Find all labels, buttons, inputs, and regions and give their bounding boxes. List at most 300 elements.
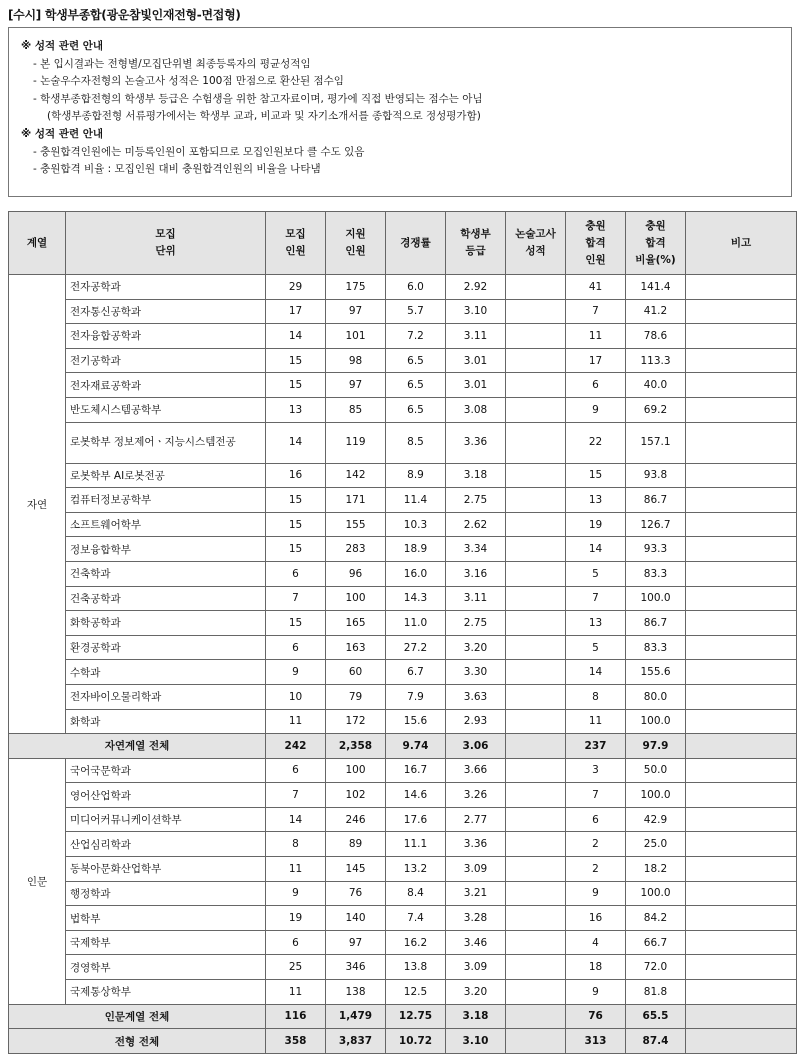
admit-cell: 14 — [566, 537, 626, 562]
grade-cell: 3.01 — [446, 348, 506, 373]
subtotal-grade-cell: 3.06 — [446, 734, 506, 759]
essay-cell — [506, 930, 566, 955]
subtotal-apply-cell: 2,358 — [326, 734, 386, 759]
subtotal-label: 자연계열 전체 — [9, 734, 266, 759]
unit-cell: 산업심리학과 — [66, 832, 266, 857]
recruit-cell: 15 — [266, 348, 326, 373]
recruit-cell: 19 — [266, 906, 326, 931]
ratio-cell: 18.9 — [386, 537, 446, 562]
note-cell — [686, 397, 797, 422]
grand-total-label: 전형 전체 — [9, 1029, 266, 1054]
apply-cell: 76 — [326, 881, 386, 906]
ratio-cell: 11.0 — [386, 611, 446, 636]
recruit-cell: 14 — [266, 807, 326, 832]
admit-cell: 7 — [566, 783, 626, 808]
apply-cell: 79 — [326, 684, 386, 709]
col-header-unit: 모집 단위 — [66, 212, 266, 275]
unit-cell: 건축공학과 — [66, 586, 266, 611]
col-header-ratio: 경쟁률 — [386, 212, 446, 275]
table-row — [9, 807, 797, 832]
total-note-cell — [686, 1029, 797, 1054]
grade-cell: 3.16 — [446, 561, 506, 586]
table-row — [9, 709, 797, 734]
apply-cell: 155 — [326, 512, 386, 537]
essay-cell — [506, 299, 566, 324]
essay-cell — [506, 512, 566, 537]
subtotal-admit-rate-cell: 65.5 — [626, 1004, 686, 1029]
total-admit-cell: 313 — [566, 1029, 626, 1054]
note-cell — [686, 684, 797, 709]
essay-cell — [506, 684, 566, 709]
grade-cell: 3.20 — [446, 635, 506, 660]
note-cell — [686, 635, 797, 660]
ratio-cell: 7.4 — [386, 906, 446, 931]
essay-cell — [506, 463, 566, 488]
subtotal-essay-cell — [506, 1004, 566, 1029]
col-header-admit: 충원 합격 인원 — [566, 212, 626, 275]
table-row — [9, 324, 797, 349]
unit-cell: 소프트웨어학부 — [66, 512, 266, 537]
page-title: [수시] 학생부종합(광운참빛인재전형-면접형) — [8, 8, 241, 22]
grade-notice-item: - 논술우수자전형의 논술고사 성적은 100점 만점으로 환산된 점수임 — [33, 75, 344, 88]
recruit-cell: 11 — [266, 709, 326, 734]
table-row — [9, 397, 797, 422]
admit-cell: 7 — [566, 299, 626, 324]
unit-cell: 전자재료공학과 — [66, 373, 266, 398]
admit-cell: 19 — [566, 512, 626, 537]
subtotal-recruit-cell: 116 — [266, 1004, 326, 1029]
essay-cell — [506, 857, 566, 882]
unit-cell: 전자바이오물리학과 — [66, 684, 266, 709]
grade-cell: 3.21 — [446, 881, 506, 906]
admit-rate-cell: 81.8 — [626, 980, 686, 1005]
admit-rate-cell: 69.2 — [626, 397, 686, 422]
unit-cell: 건축학과 — [66, 561, 266, 586]
note-cell — [686, 488, 797, 513]
unit-cell: 전기공학과 — [66, 348, 266, 373]
admit-cell: 2 — [566, 832, 626, 857]
apply-cell: 60 — [326, 660, 386, 685]
admit-cell: 9 — [566, 980, 626, 1005]
recruit-cell: 11 — [266, 980, 326, 1005]
note-cell — [686, 611, 797, 636]
unit-cell: 로봇학부 정보제어ㆍ지능시스템전공 — [66, 422, 266, 463]
unit-cell: 경영학부 — [66, 955, 266, 980]
unit-cell: 전자공학과 — [66, 275, 266, 300]
admit-cell: 2 — [566, 857, 626, 882]
admit-rate-cell: 93.8 — [626, 463, 686, 488]
admit-cell: 11 — [566, 324, 626, 349]
notice-box — [8, 27, 792, 197]
subtotal-row — [9, 734, 797, 759]
subtotal-apply-cell: 1,479 — [326, 1004, 386, 1029]
apply-cell: 96 — [326, 561, 386, 586]
unit-cell: 반도체시스템공학부 — [66, 397, 266, 422]
ratio-cell: 13.2 — [386, 857, 446, 882]
apply-cell: 97 — [326, 373, 386, 398]
ratio-cell: 10.3 — [386, 512, 446, 537]
admit-rate-cell: 66.7 — [626, 930, 686, 955]
grade-cell: 3.34 — [446, 537, 506, 562]
essay-cell — [506, 906, 566, 931]
note-cell — [686, 832, 797, 857]
admit-rate-cell: 50.0 — [626, 758, 686, 783]
apply-cell: 171 — [326, 488, 386, 513]
apply-cell: 100 — [326, 586, 386, 611]
track-group-cell: 자연 — [9, 275, 66, 734]
essay-cell — [506, 611, 566, 636]
grade-cell: 2.92 — [446, 275, 506, 300]
table-row — [9, 660, 797, 685]
table-row — [9, 930, 797, 955]
table-row — [9, 980, 797, 1005]
grade-cell: 2.62 — [446, 512, 506, 537]
grade-cell: 3.63 — [446, 684, 506, 709]
unit-cell: 국어국문학과 — [66, 758, 266, 783]
grade-cell: 3.18 — [446, 463, 506, 488]
grade-cell: 3.11 — [446, 586, 506, 611]
ratio-cell: 12.5 — [386, 980, 446, 1005]
apply-cell: 98 — [326, 348, 386, 373]
apply-cell: 119 — [326, 422, 386, 463]
admit-rate-cell: 93.3 — [626, 537, 686, 562]
unit-cell: 화학과 — [66, 709, 266, 734]
unit-cell: 수학과 — [66, 660, 266, 685]
grade-cell: 3.46 — [446, 930, 506, 955]
admit-cell: 16 — [566, 906, 626, 931]
note-cell — [686, 906, 797, 931]
unit-cell: 법학부 — [66, 906, 266, 931]
table-body — [9, 275, 797, 1054]
essay-cell — [506, 373, 566, 398]
grade-cell: 3.36 — [446, 832, 506, 857]
grade-cell: 3.66 — [446, 758, 506, 783]
apply-cell: 101 — [326, 324, 386, 349]
note-cell — [686, 857, 797, 882]
grade-cell: 3.30 — [446, 660, 506, 685]
admit-rate-cell: 40.0 — [626, 373, 686, 398]
essay-cell — [506, 832, 566, 857]
grade-cell: 3.09 — [446, 955, 506, 980]
subtotal-grade-cell: 3.18 — [446, 1004, 506, 1029]
note-cell — [686, 807, 797, 832]
unit-cell: 컴퓨터정보공학부 — [66, 488, 266, 513]
admit-cell: 13 — [566, 488, 626, 513]
note-cell — [686, 324, 797, 349]
grade-notice-item: - 본 입시결과는 전형별/모집단위별 최종등록자의 평균성적임 — [33, 57, 311, 70]
table-row — [9, 857, 797, 882]
note-cell — [686, 881, 797, 906]
apply-cell: 85 — [326, 397, 386, 422]
admit-rate-cell: 86.7 — [626, 488, 686, 513]
note-cell — [686, 537, 797, 562]
essay-cell — [506, 422, 566, 463]
subtotal-essay-cell — [506, 734, 566, 759]
table-row — [9, 299, 797, 324]
essay-cell — [506, 348, 566, 373]
admit-cell: 15 — [566, 463, 626, 488]
table-row — [9, 684, 797, 709]
table-row — [9, 611, 797, 636]
apply-cell: 165 — [326, 611, 386, 636]
essay-cell — [506, 275, 566, 300]
admit-cell: 41 — [566, 275, 626, 300]
recruit-cell: 14 — [266, 422, 326, 463]
ratio-cell: 6.5 — [386, 397, 446, 422]
subtotal-recruit-cell: 242 — [266, 734, 326, 759]
ratio-cell: 8.5 — [386, 422, 446, 463]
apply-cell: 102 — [326, 783, 386, 808]
total-apply-cell: 3,837 — [326, 1029, 386, 1054]
ratio-cell: 16.7 — [386, 758, 446, 783]
recruit-cell: 6 — [266, 930, 326, 955]
recruit-cell: 6 — [266, 635, 326, 660]
unit-cell: 전자융합공학과 — [66, 324, 266, 349]
note-cell — [686, 930, 797, 955]
note-cell — [686, 709, 797, 734]
table-row — [9, 881, 797, 906]
essay-cell — [506, 709, 566, 734]
note-cell — [686, 586, 797, 611]
admit-rate-cell: 80.0 — [626, 684, 686, 709]
admit-cell: 13 — [566, 611, 626, 636]
recruit-cell: 15 — [266, 512, 326, 537]
col-header-grade: 학생부 등급 — [446, 212, 506, 275]
table-header-row — [9, 212, 797, 275]
admit-cell: 6 — [566, 807, 626, 832]
apply-cell: 175 — [326, 275, 386, 300]
subtotal-admit-cell: 237 — [566, 734, 626, 759]
admit-rate-cell: 41.2 — [626, 299, 686, 324]
note-cell — [686, 561, 797, 586]
unit-cell: 국제통상학부 — [66, 980, 266, 1005]
admit-rate-cell: 155.6 — [626, 660, 686, 685]
table-row — [9, 586, 797, 611]
apply-cell: 89 — [326, 832, 386, 857]
essay-cell — [506, 807, 566, 832]
col-header-admit-rate: 충원 합격 비율(%) — [626, 212, 686, 275]
col-header-apply: 지원 인원 — [326, 212, 386, 275]
ratio-cell: 27.2 — [386, 635, 446, 660]
essay-cell — [506, 488, 566, 513]
recruit-cell: 15 — [266, 611, 326, 636]
ratio-cell: 16.2 — [386, 930, 446, 955]
grand-total-row — [9, 1029, 797, 1054]
recruit-cell: 7 — [266, 783, 326, 808]
apply-cell: 172 — [326, 709, 386, 734]
table-row — [9, 373, 797, 398]
recruit-cell: 10 — [266, 684, 326, 709]
col-header-recruit: 모집 인원 — [266, 212, 326, 275]
admit-rate-cell: 100.0 — [626, 586, 686, 611]
recruit-cell: 17 — [266, 299, 326, 324]
ratio-cell: 17.6 — [386, 807, 446, 832]
ratio-cell: 11.4 — [386, 488, 446, 513]
grade-cell: 3.20 — [446, 980, 506, 1005]
admission-results-table — [8, 211, 797, 1054]
recruit-cell: 8 — [266, 832, 326, 857]
admit-cell: 11 — [566, 709, 626, 734]
admit-notice-heading: ※ 성적 관련 안내 — [21, 127, 104, 140]
col-header-note: 비고 — [686, 212, 797, 275]
admit-notice-item: - 충원합격 비율 : 모집인원 대비 충원합격인원의 비율을 나타냄 — [33, 163, 321, 176]
ratio-cell: 6.5 — [386, 348, 446, 373]
admit-rate-cell: 100.0 — [626, 709, 686, 734]
apply-cell: 142 — [326, 463, 386, 488]
admit-cell: 5 — [566, 561, 626, 586]
apply-cell: 246 — [326, 807, 386, 832]
admit-rate-cell: 25.0 — [626, 832, 686, 857]
recruit-cell: 13 — [266, 397, 326, 422]
total-admit-rate-cell: 87.4 — [626, 1029, 686, 1054]
ratio-cell: 6.7 — [386, 660, 446, 685]
subtotal-note-cell — [686, 734, 797, 759]
essay-cell — [506, 586, 566, 611]
note-cell — [686, 373, 797, 398]
grade-cell: 3.10 — [446, 299, 506, 324]
unit-cell: 환경공학과 — [66, 635, 266, 660]
admit-rate-cell: 126.7 — [626, 512, 686, 537]
subtotal-note-cell — [686, 1004, 797, 1029]
unit-cell: 정보융합학부 — [66, 537, 266, 562]
table-row — [9, 463, 797, 488]
grade-notice-heading: ※ 성적 관련 안내 — [21, 40, 104, 52]
ratio-cell: 14.6 — [386, 783, 446, 808]
admit-cell: 3 — [566, 758, 626, 783]
apply-cell: 138 — [326, 980, 386, 1005]
col-header-essay: 논술고사 성적 — [506, 212, 566, 275]
note-cell — [686, 783, 797, 808]
total-grade-cell: 3.10 — [446, 1029, 506, 1054]
table-row — [9, 422, 797, 463]
note-cell — [686, 348, 797, 373]
admit-rate-cell: 78.6 — [626, 324, 686, 349]
apply-cell: 97 — [326, 299, 386, 324]
ratio-cell: 14.3 — [386, 586, 446, 611]
apply-cell: 145 — [326, 857, 386, 882]
apply-cell: 346 — [326, 955, 386, 980]
table-row — [9, 832, 797, 857]
recruit-cell: 9 — [266, 881, 326, 906]
essay-cell — [506, 324, 566, 349]
unit-cell: 동북아문화산업학부 — [66, 857, 266, 882]
grade-cell: 2.77 — [446, 807, 506, 832]
recruit-cell: 11 — [266, 857, 326, 882]
admit-cell: 7 — [566, 586, 626, 611]
essay-cell — [506, 881, 566, 906]
grade-cell: 3.09 — [446, 857, 506, 882]
note-cell — [686, 299, 797, 324]
total-ratio-cell: 10.72 — [386, 1029, 446, 1054]
note-cell — [686, 980, 797, 1005]
table-row — [9, 488, 797, 513]
recruit-cell: 16 — [266, 463, 326, 488]
ratio-cell: 8.4 — [386, 881, 446, 906]
note-cell — [686, 955, 797, 980]
apply-cell: 100 — [326, 758, 386, 783]
admit-cell: 5 — [566, 635, 626, 660]
admit-rate-cell: 100.0 — [626, 783, 686, 808]
ratio-cell: 11.1 — [386, 832, 446, 857]
recruit-cell: 14 — [266, 324, 326, 349]
essay-cell — [506, 980, 566, 1005]
recruit-cell: 6 — [266, 561, 326, 586]
admit-rate-cell: 83.3 — [626, 561, 686, 586]
admit-cell: 9 — [566, 397, 626, 422]
grade-cell: 2.93 — [446, 709, 506, 734]
essay-cell — [506, 955, 566, 980]
table-row — [9, 955, 797, 980]
recruit-cell: 29 — [266, 275, 326, 300]
essay-cell — [506, 397, 566, 422]
essay-cell — [506, 783, 566, 808]
admit-cell: 22 — [566, 422, 626, 463]
grade-cell: 3.26 — [446, 783, 506, 808]
admit-cell: 18 — [566, 955, 626, 980]
recruit-cell: 7 — [266, 586, 326, 611]
note-cell — [686, 463, 797, 488]
admit-rate-cell: 86.7 — [626, 611, 686, 636]
essay-cell — [506, 758, 566, 783]
unit-cell: 행정학과 — [66, 881, 266, 906]
unit-cell: 화학공학과 — [66, 611, 266, 636]
table-row — [9, 512, 797, 537]
col-header-track: 계열 — [9, 212, 66, 275]
note-cell — [686, 660, 797, 685]
recruit-cell: 9 — [266, 660, 326, 685]
admit-rate-cell: 157.1 — [626, 422, 686, 463]
total-recruit-cell: 358 — [266, 1029, 326, 1054]
ratio-cell: 8.9 — [386, 463, 446, 488]
unit-cell: 미디어커뮤니케이션학부 — [66, 807, 266, 832]
essay-cell — [506, 537, 566, 562]
essay-cell — [506, 660, 566, 685]
table-row — [9, 906, 797, 931]
ratio-cell: 5.7 — [386, 299, 446, 324]
subtotal-admit-rate-cell: 97.9 — [626, 734, 686, 759]
note-cell — [686, 512, 797, 537]
subtotal-label: 인문계열 전체 — [9, 1004, 266, 1029]
admit-notice-item: - 충원합격인원에는 미등록인원이 포함되므로 모집인원보다 클 수도 있음 — [33, 145, 365, 158]
table-row — [9, 537, 797, 562]
ratio-cell: 6.5 — [386, 373, 446, 398]
apply-cell: 97 — [326, 930, 386, 955]
note-cell — [686, 422, 797, 463]
subtotal-ratio-cell: 12.75 — [386, 1004, 446, 1029]
unit-cell: 국제학부 — [66, 930, 266, 955]
admit-cell: 4 — [566, 930, 626, 955]
admit-rate-cell: 42.9 — [626, 807, 686, 832]
admit-rate-cell: 84.2 — [626, 906, 686, 931]
recruit-cell: 25 — [266, 955, 326, 980]
subtotal-admit-cell: 76 — [566, 1004, 626, 1029]
subtotal-row — [9, 1004, 797, 1029]
grade-cell: 3.11 — [446, 324, 506, 349]
grade-notice-item: - 학생부종합전형의 학생부 등급은 수험생을 위한 참고자료이며, 평가에 직접 반영되는 점수는 아님 — [33, 92, 483, 105]
admit-rate-cell: 141.4 — [626, 275, 686, 300]
grade-notice-subnote: (학생부종합전형 서류평가에서는 학생부 교과, 비교과 및 자기소개서를 종합적으로 정성평가함) — [47, 110, 481, 123]
grade-cell: 3.01 — [446, 373, 506, 398]
admit-cell: 14 — [566, 660, 626, 685]
apply-cell: 283 — [326, 537, 386, 562]
admit-cell: 9 — [566, 881, 626, 906]
table-row — [9, 635, 797, 660]
unit-cell: 영어산업학과 — [66, 783, 266, 808]
recruit-cell: 6 — [266, 758, 326, 783]
note-cell — [686, 758, 797, 783]
total-essay-cell — [506, 1029, 566, 1054]
recruit-cell: 15 — [266, 373, 326, 398]
